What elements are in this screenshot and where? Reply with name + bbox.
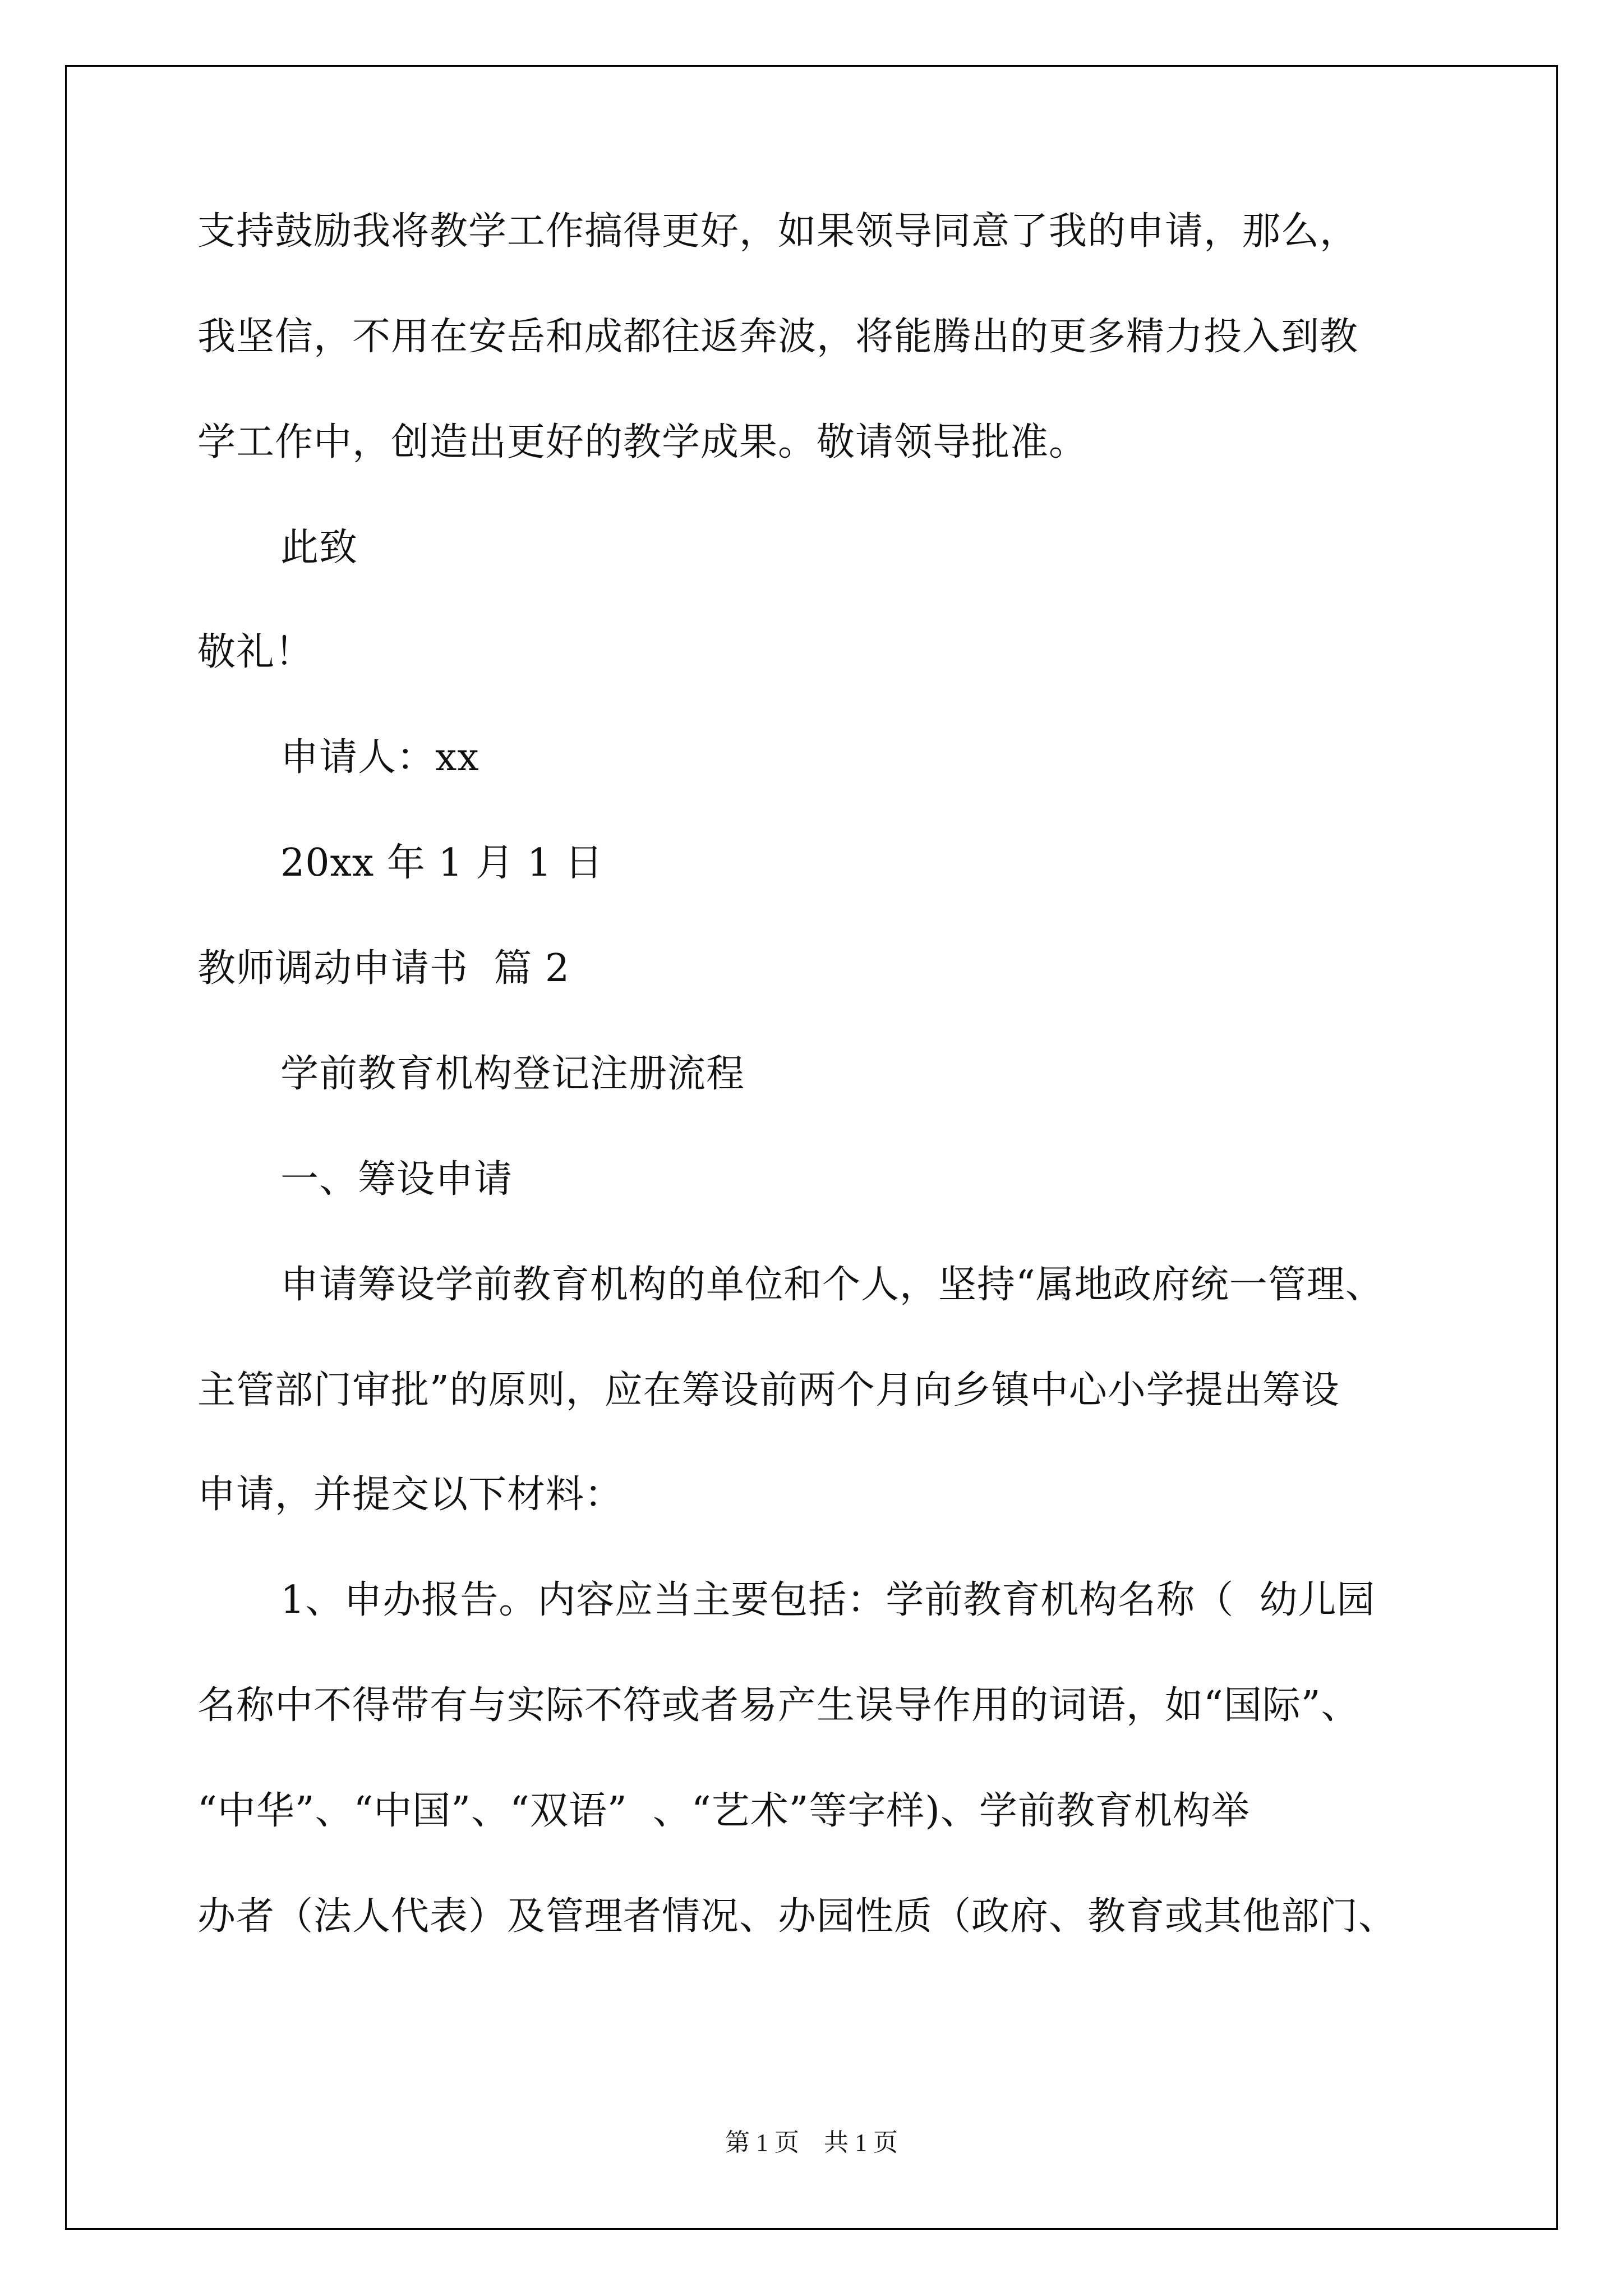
paragraph-line: 学工作中，创造出更好的教学成果。敬请领导批准。 bbox=[197, 420, 1088, 464]
paragraph-line: 我坚信，不用在安岳和成都往返奔波，将能腾出的更多精力投入到教 bbox=[197, 315, 1359, 359]
paragraph-line: 支持鼓励我将教学工作搞得更好，如果领导同意了我的申请，那么， bbox=[197, 209, 1359, 254]
subsection-heading: 一、筹设申请 bbox=[280, 1157, 513, 1202]
section-heading: 教师调动申请书 篇 2 bbox=[197, 946, 570, 991]
section-title: 学前教育机构登记注册流程 bbox=[280, 1052, 745, 1096]
closing-regards: 敬礼！ bbox=[197, 630, 314, 674]
applicant-signature: 申请人：xx bbox=[280, 735, 479, 780]
paragraph-line: 办者（法人代表）及管理者情况、办园性质（政府、教育或其他部门、 bbox=[197, 1894, 1398, 1939]
paragraph-line: 申请，并提交以下材料： bbox=[197, 1473, 624, 1517]
paragraph-line: “中华”、“中国”、“双语” 、“艺术”等字样)、学前教育机构举 bbox=[197, 1789, 1250, 1833]
signature-date: 20xx 年 1 月 1 日 bbox=[280, 841, 603, 885]
closing-salutation: 此致 bbox=[280, 526, 358, 570]
paragraph-line: 1、申办报告。内容应当主要包括：学前教育机构名称（ 幼儿园 bbox=[280, 1578, 1376, 1622]
page-footer: 第 1 页 共 1 页 bbox=[725, 2129, 898, 2156]
paragraph-line: 名称中不得带有与实际不符或者易产生误导作用的词语，如“国际”、 bbox=[197, 1683, 1360, 1728]
paragraph-line: 主管部门审批”的原则，应在筹设前两个月向乡镇中心小学提出筹设 bbox=[197, 1368, 1340, 1412]
paragraph-line: 申请筹设学前教育机构的单位和个人，坚持“属地政府统一管理、 bbox=[280, 1263, 1384, 1307]
